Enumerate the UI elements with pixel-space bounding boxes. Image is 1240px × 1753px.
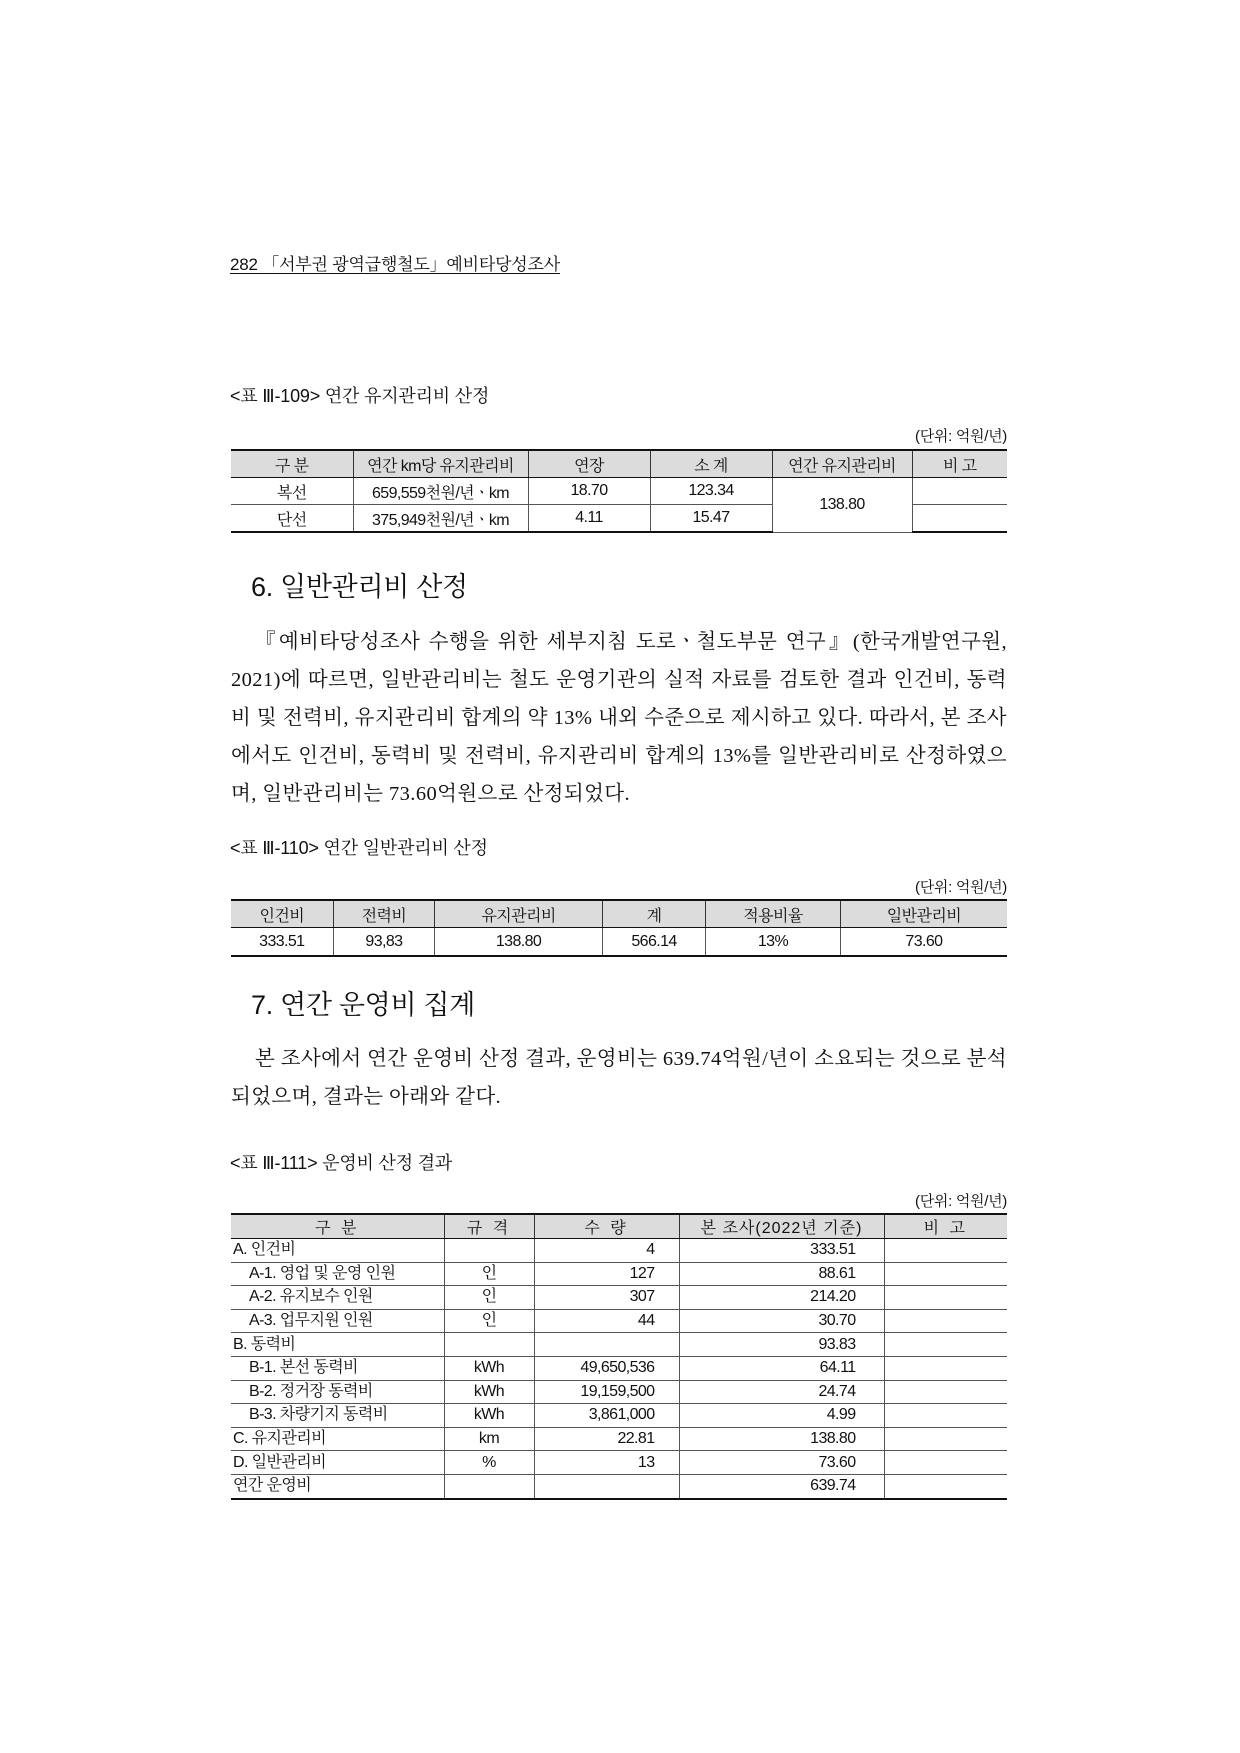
table-row [231,928,1007,957]
cell-quantity: 19,159,500 [534,1380,679,1404]
cell-labor: 333.51 [231,928,333,957]
header-category: 구 분 [231,450,353,478]
cell-category: A-3. 업무지원 인원 [231,1309,444,1333]
cell-category: C. 유지관리비 [231,1427,444,1451]
maintenance-cost-table [231,449,1007,533]
header-subtotal: 소 계 [650,450,772,478]
cell-spec: kWh [444,1356,534,1380]
cell-category: 단선 [231,505,353,533]
cell-spec [444,1333,534,1357]
cell-category: B. 동력비 [231,1333,444,1357]
cell-quantity: 3,861,000 [534,1404,679,1428]
table-111-caption: <표 Ⅲ-111> 운영비 산정 결과 [230,1153,453,1173]
cell-amount: 93.83 [679,1333,884,1357]
cell-sum: 566.14 [602,928,705,957]
header-remarks: 비 고 [912,450,1007,478]
header-length: 연장 [528,450,650,478]
cell-quantity: 44 [534,1309,679,1333]
cell-cost-per-km: 375,949천원/년ㆍkm [353,505,528,533]
header-remarks: 비 고 [884,1214,1007,1239]
cell-quantity: 127 [534,1262,679,1286]
header-amount: 본 조사(2022년 기준) [679,1214,884,1239]
header-power: 전력비 [333,900,435,928]
table-row [231,1356,1007,1380]
header-sum: 계 [602,900,705,928]
header-spec: 규 격 [444,1214,534,1239]
table-header-row [231,900,1007,928]
cell-amount: 4.99 [679,1404,884,1428]
table-total-row [231,1474,1007,1498]
cell-quantity [534,1333,679,1357]
cell-remarks [884,1262,1007,1286]
cell-subtotal: 123.34 [650,478,772,505]
cell-category: D. 일반관리비 [231,1451,444,1475]
cell-spec: 인 [444,1309,534,1333]
cell-quantity: 49,650,536 [534,1356,679,1380]
header-quantity: 수 량 [534,1214,679,1239]
table-header-row [231,1214,1007,1239]
cell-subtotal: 15.47 [650,505,772,533]
cell-category: 연간 운영비 [231,1474,444,1498]
table-110-unit: (단위: 억원/년) [915,879,1007,896]
operating-cost-result-table [231,1213,1007,1500]
cell-category: B-1. 본선 동력비 [231,1356,444,1380]
table-row [231,478,1007,505]
cell-cost-per-km: 659,559천원/년ㆍkm [353,478,528,505]
table-row [231,1333,1007,1357]
header-rate: 적용비율 [706,900,841,928]
table-row [231,1427,1007,1451]
cell-remarks [912,505,1007,533]
cell-quantity: 307 [534,1286,679,1310]
cell-remarks [884,1427,1007,1451]
cell-category: B-2. 정거장 동력비 [231,1380,444,1404]
section-6-heading: 6. 일반관리비 산정 [251,572,468,602]
cell-remarks [884,1474,1007,1498]
table-row [231,1309,1007,1333]
cell-spec [444,1239,534,1263]
cell-remarks [884,1239,1007,1263]
cell-remarks [884,1356,1007,1380]
cell-amount: 73.60 [679,1451,884,1475]
cell-category: A. 인건비 [231,1239,444,1263]
section-7-heading: 7. 연간 운영비 집계 [251,990,475,1020]
table-row [231,1380,1007,1404]
cell-spec: % [444,1451,534,1475]
cell-remarks [884,1286,1007,1310]
cell-length: 4.11 [528,505,650,533]
cell-spec: km [444,1427,534,1451]
running-head: 282 「서부권 광역급행철도」예비타당성조사 [230,255,560,274]
header-cost-per-km: 연간 km당 유지관리비 [353,450,528,478]
cell-length: 18.70 [528,478,650,505]
table-row [231,1404,1007,1428]
cell-annual-total: 138.80 [772,478,912,533]
cell-remarks [884,1380,1007,1404]
cell-amount: 639.74 [679,1474,884,1498]
cell-remarks [912,478,1007,505]
general-admin-cost-table [231,899,1007,957]
header-general-admin: 일반관리비 [840,900,1007,928]
cell-amount: 64.11 [679,1356,884,1380]
table-109-unit: (단위: 억원/년) [915,428,1007,445]
cell-quantity [534,1474,679,1498]
section-6-paragraph: 『예비타당성조사 수행을 위한 세부지침 도로ㆍ철도부문 연구』(한국개발연구원, 2021)에 따르면, 일반관리비는 철도 운영기관의 실적 자료를 검토한 결과 인건비, 동력비 및 전력비, 유지관리비 합계의 약 13% 내외 수준으로 제시하고 있다. 따라서, 본 조사에서도 인건비, 동력비 및 전력비, 유지관리비 합계의 13%를 일반관리비로 산정하였으며, 일반관리비는 73.60억원으로 산정되었다. [231,631,1007,805]
table-row [231,1286,1007,1310]
cell-amount: 333.51 [679,1239,884,1263]
cell-amount: 30.70 [679,1309,884,1333]
cell-quantity: 13 [534,1451,679,1475]
table-110-caption: <표 Ⅲ-110> 연간 일반관리비 산정 [230,838,488,858]
cell-amount: 88.61 [679,1262,884,1286]
cell-remarks [884,1451,1007,1475]
cell-category: 복선 [231,478,353,505]
cell-spec: 인 [444,1262,534,1286]
cell-power: 93,83 [333,928,435,957]
header-maintenance: 유지관리비 [435,900,603,928]
cell-spec: kWh [444,1380,534,1404]
cell-category: B-3. 차량기지 동력비 [231,1404,444,1428]
table-row [231,1262,1007,1286]
cell-quantity: 22.81 [534,1427,679,1451]
cell-remarks [884,1404,1007,1428]
cell-spec: 인 [444,1286,534,1310]
cell-rate: 13% [706,928,841,957]
cell-category: A-2. 유지보수 인원 [231,1286,444,1310]
table-header-row [231,450,1007,478]
cell-amount: 24.74 [679,1380,884,1404]
cell-quantity: 4 [534,1239,679,1263]
cell-remarks [884,1333,1007,1357]
header-category: 구 분 [231,1214,444,1239]
cell-remarks [884,1309,1007,1333]
cell-spec: kWh [444,1404,534,1428]
table-row [231,1239,1007,1263]
cell-general-admin: 73.60 [840,928,1007,957]
table-row [231,1451,1007,1475]
table-109-caption: <표 Ⅲ-109> 연간 유지관리비 산정 [230,386,490,406]
cell-amount: 214.20 [679,1286,884,1310]
header-annual-maintenance: 연간 유지관리비 [772,450,912,478]
cell-spec [444,1474,534,1498]
cell-maintenance: 138.80 [435,928,603,957]
header-labor: 인건비 [231,900,333,928]
cell-amount: 138.80 [679,1427,884,1451]
table-111-unit: (단위: 억원/년) [915,1193,1007,1210]
section-7-paragraph: 본 조사에서 연간 운영비 산정 결과, 운영비는 639.74억원/년이 소요되는 것으로 분석되었으며, 결과는 아래와 같다. [231,1048,1007,1108]
cell-category: A-1. 영업 및 운영 인원 [231,1262,444,1286]
